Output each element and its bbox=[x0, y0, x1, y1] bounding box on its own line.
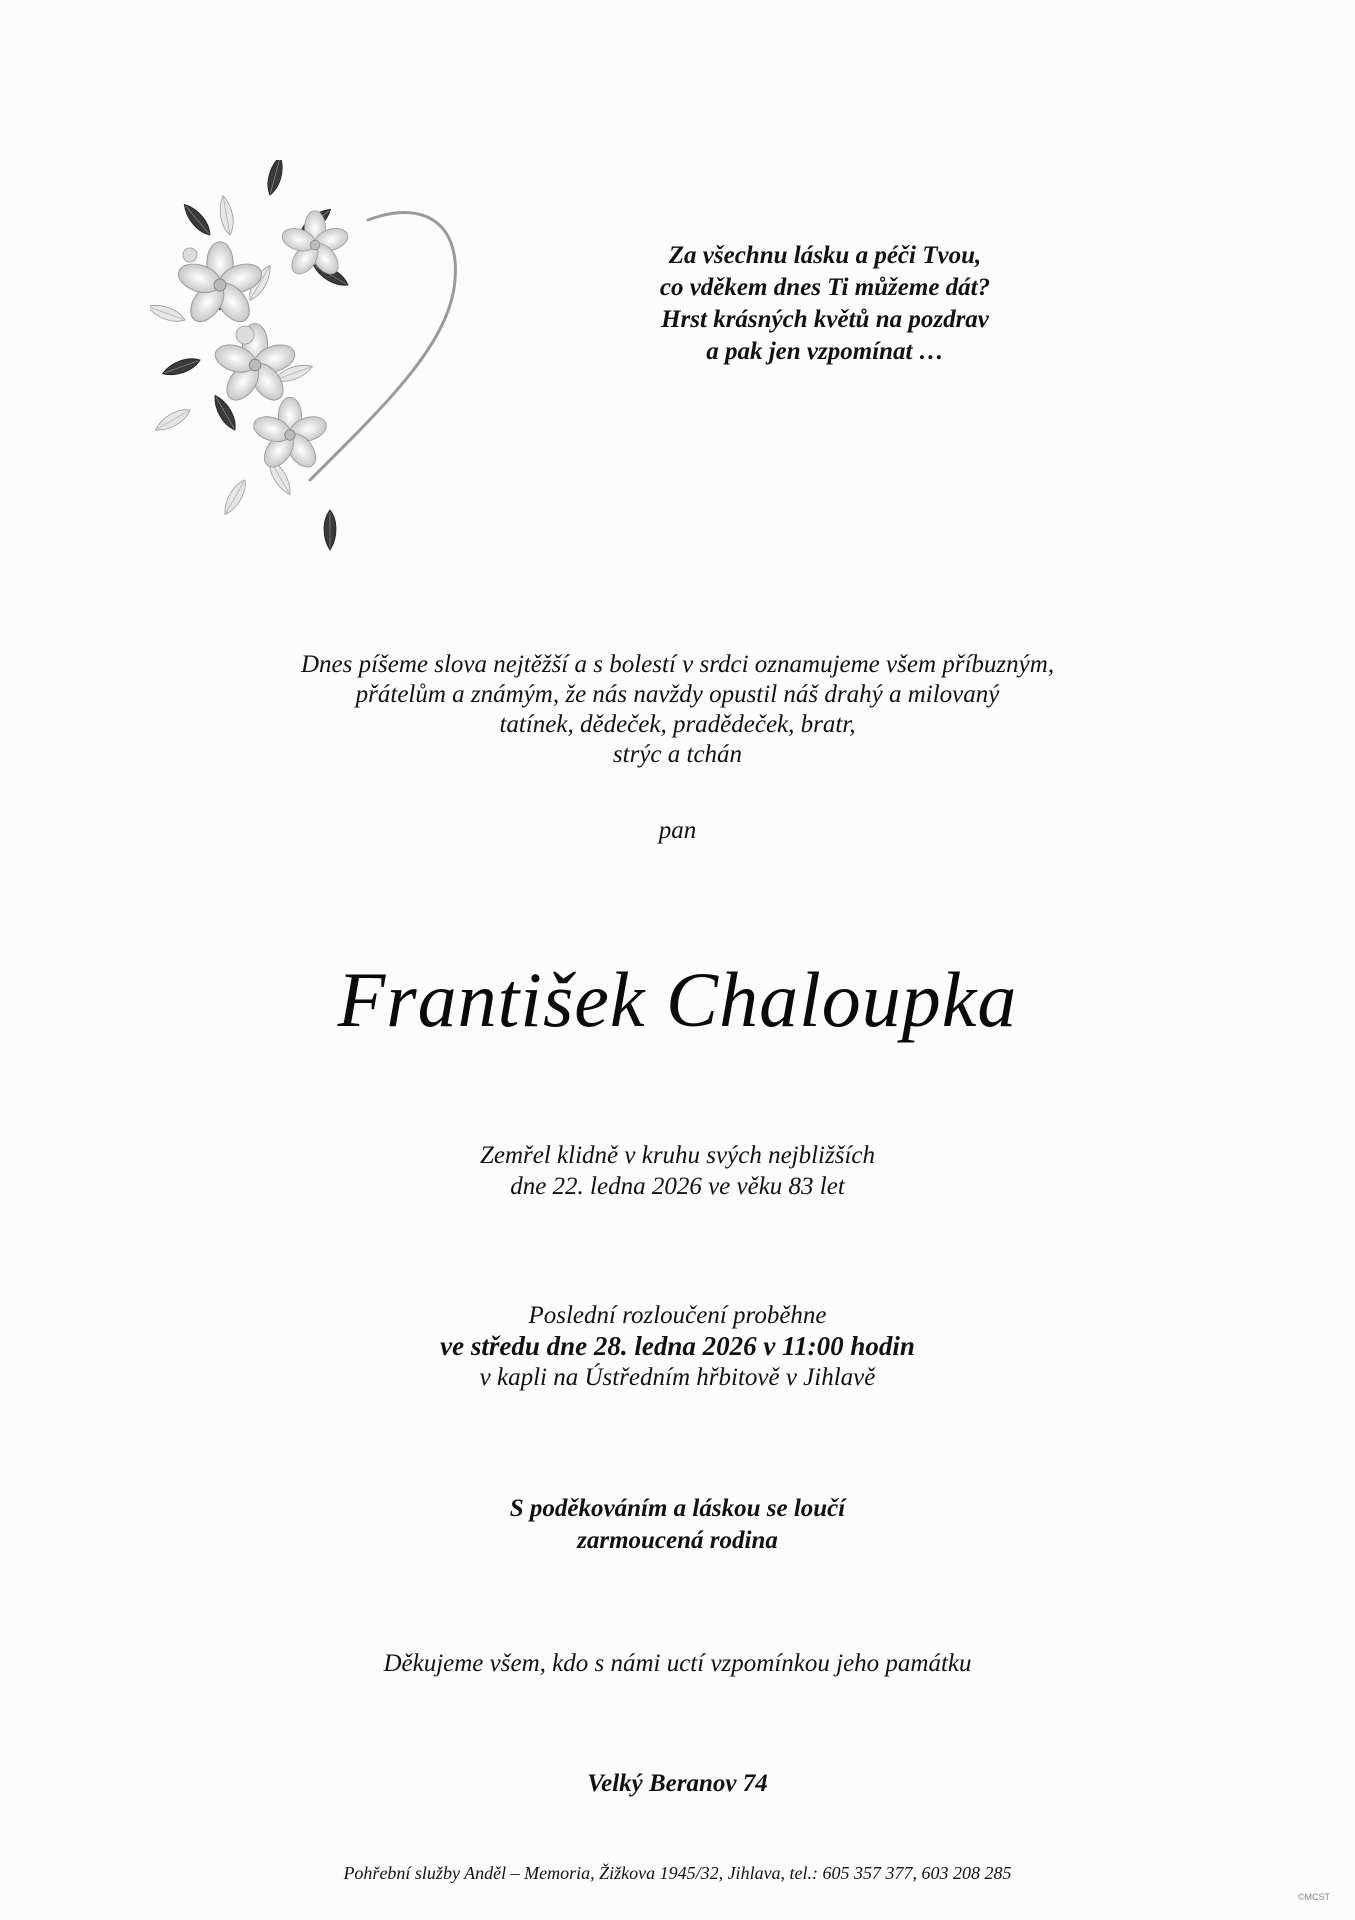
honorific: pan bbox=[658, 817, 697, 844]
funeral-intro: Poslední rozloučení proběhne bbox=[528, 1302, 827, 1329]
poem bbox=[585, 240, 1065, 368]
funeral-service-footer: Pohřební služby Anděl – Memoria, Žižkova 1945/32, Jihlava, tel.: 605 357 377, 603 208 285 bbox=[343, 1863, 1012, 1883]
announcement-intro bbox=[0, 650, 1355, 770]
intro-line: Dnes píšeme slova nejtěžší a s bolestí v srdci oznamujeme všem příbuzným, bbox=[300, 651, 1055, 678]
intro-line: strýc a tchán bbox=[612, 741, 743, 768]
death-info-line: Zemřel klidně v kruhu svých nejbližších bbox=[479, 1142, 876, 1169]
floral-heart-icon bbox=[150, 160, 550, 560]
intro-line: tatínek, dědeček, pradědeček, bratr, bbox=[499, 711, 856, 738]
funeral-datetime: ve středu dne 28. ledna 2026 v 11:00 hodin bbox=[440, 1331, 915, 1361]
death-info-line: dne 22. ledna 2026 ve věku 83 let bbox=[510, 1173, 845, 1200]
funeral-place: v kapli na Ústředním hřbitově v Jihlavě bbox=[479, 1364, 876, 1391]
poem-line: co vděkem dnes Ti můžeme dát? bbox=[659, 274, 991, 301]
funeral-info bbox=[0, 1300, 1355, 1393]
poem-line: Za všechnu lásku a péči Tvou, bbox=[668, 242, 982, 269]
closing-line: S poděkováním a láskou se loučí bbox=[509, 1495, 846, 1522]
deceased-name: František Chaloupka bbox=[337, 956, 1018, 1043]
copyright-mark: ©MCST bbox=[1297, 1892, 1330, 1902]
family-address: Velký Beranov 74 bbox=[587, 1770, 768, 1797]
poem-line: a pak jen vzpomínat … bbox=[706, 338, 944, 365]
intro-line: přátelům a známým, že nás navždy opustil náš drahý a milovaný bbox=[355, 681, 1000, 708]
thanks-line: Děkujeme všem, kdo s námi uctí vzpomínkou jeho památku bbox=[383, 1650, 972, 1677]
family-closing bbox=[0, 1493, 1355, 1557]
closing-line: zarmoucená rodina bbox=[577, 1527, 778, 1554]
poem-line: Hrst krásných květů na pozdrav bbox=[661, 306, 989, 333]
death-info bbox=[0, 1140, 1355, 1202]
